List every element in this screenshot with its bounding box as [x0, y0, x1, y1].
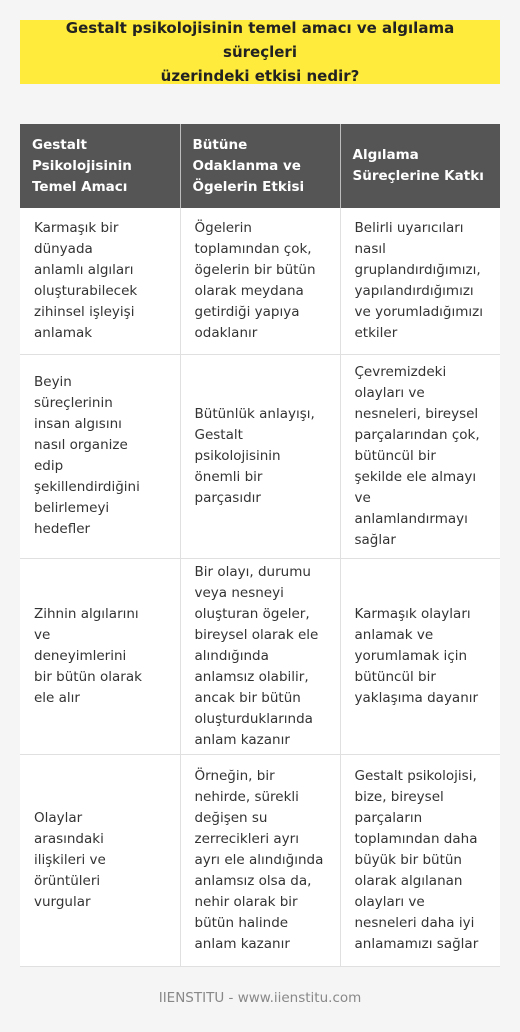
table-cell: Ögelerin toplamından çok, ögelerin bir bütün olarak meydana getirdiği yapıya odaklanır: [180, 208, 340, 354]
table-cell: Gestalt psikolojisi, bize, bireysel parçaların toplamından daha büyük bir bütün olarak algılanan olayları ve nesneleri daha iyi anlamamızı sağlar: [340, 754, 500, 966]
page-title: Gestalt psikolojisinin temel amacı ve algılama süreçleri üzerindeki etkisi nedir?: [65, 19, 455, 85]
table-cell: Karmaşık bir dünyada anlamlı algıları oluşturabilecek zihinsel işleyişi anlamak: [20, 208, 180, 354]
table-row: [20, 754, 500, 966]
footer-credit: IIENSTITU - www.iienstitu.com: [158, 990, 362, 1006]
header-cell: Gestalt Psikolojisinin Temel Amacı: [20, 124, 180, 208]
table-cell: Bir olayı, durumu veya nesneyi oluşturan ögeler, bireysel olarak ele alındığında anlamsız olabilir, ancak bir bütün oluşturduklarında anlam kazanır: [180, 558, 340, 754]
comparison-table: [20, 124, 500, 967]
table-cell: Bütünlük anlayışı, Gestalt psikolojisinin önemli bir parçasıdır: [180, 354, 340, 558]
table-cell: Zihnin algılarını ve deneyimlerini bir bütün olarak ele alır: [20, 558, 180, 754]
table-row: [20, 354, 500, 558]
table-cell: Çevremizdeki olayları ve nesneleri, bireysel parçalarından çok, bütüncül bir şekilde ele almayı ve anlamlandırmayı sağlar: [340, 354, 500, 558]
header-cell: Bütüne Odaklanma ve Ögelerin Etkisi: [180, 124, 340, 208]
table-cell: Belirli uyarıcıları nasıl gruplandırdığımızı, yapılandırdığımızı ve yorumladığımızı etkiler: [340, 208, 500, 354]
title-banner: [20, 20, 500, 84]
header-cell: Algılama Süreçlerine Katkı: [340, 124, 500, 208]
table-row: [20, 558, 500, 754]
table-cell: Olaylar arasındaki ilişkileri ve örüntüleri vurgular: [20, 754, 180, 966]
table-header-row: [20, 124, 500, 208]
table-cell: Örneğin, bir nehirde, sürekli değişen su zerrecikleri ayrı ayrı ele alındığında anlamsız olsa da, nehir olarak bir bütün halinde anlam kazanır: [180, 754, 340, 966]
table-row: [20, 208, 500, 354]
table-cell: Beyin süreçlerinin insan algısını nasıl organize edip şekillendirdiğini belirlemeyi hedefler: [20, 354, 180, 558]
table-cell: Karmaşık olayları anlamak ve yorumlamak için bütüncül bir yaklaşıma dayanır: [340, 558, 500, 754]
